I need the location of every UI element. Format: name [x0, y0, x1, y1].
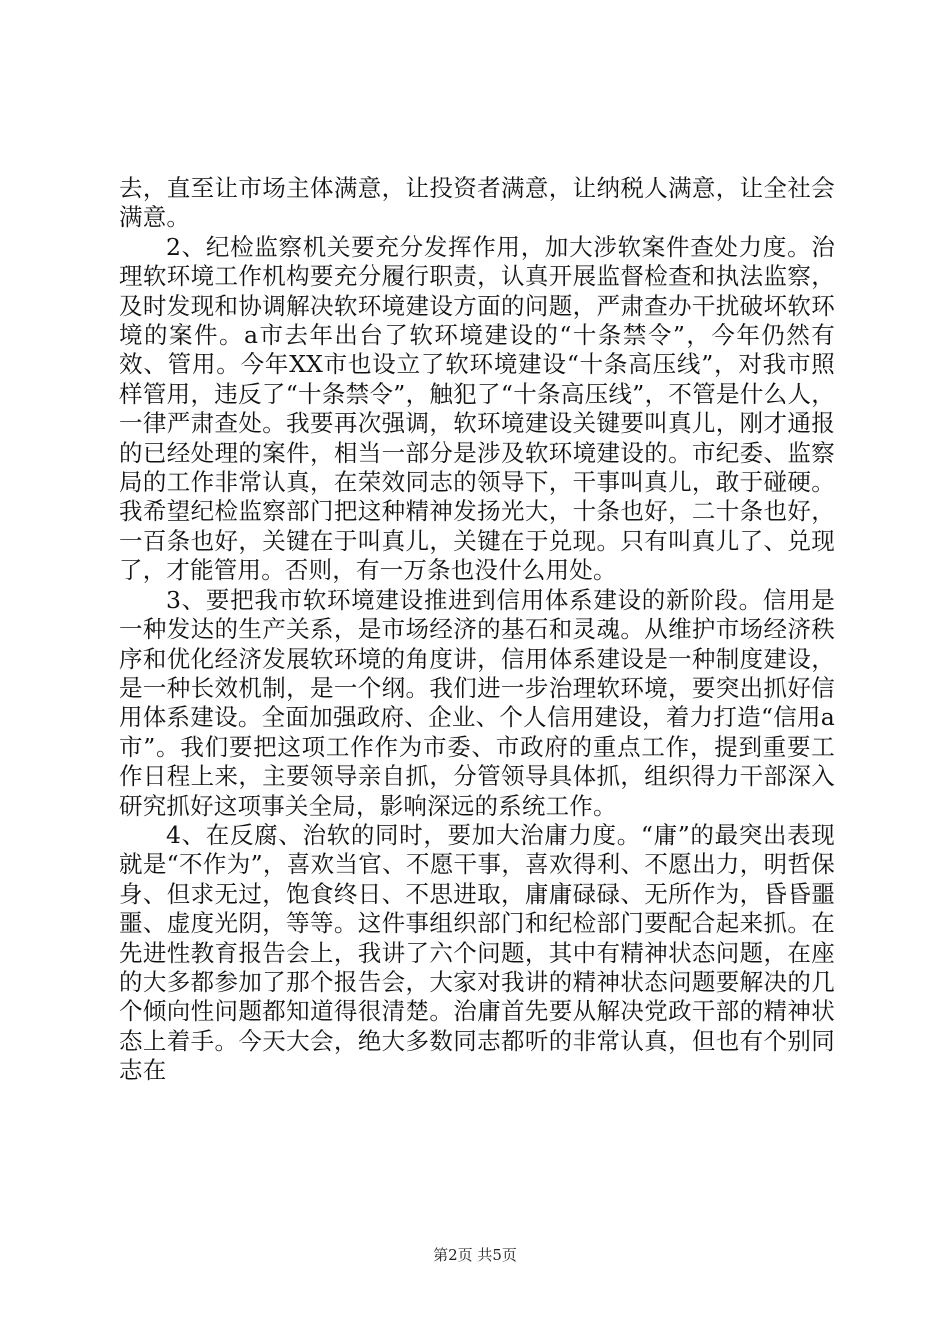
- paragraph-4: 4、在反腐、治软的同时，要加大治庸力度。“庸”的最突出表现就是“不作为”，喜欢当官、不愿干事，喜欢得利、不愿出力，明哲保身、但求无过，饱食终日、不思进取，庸庸碌碌、无所作为，昏昏噩噩、虚度光阴，等等。这件事组织部门和纪检部门要配合起来抓。在先进性教育报告会上，我讲了六个问题，其中有精神状态问题，在座的大多都参加了那个报告会，大家对我讲的精神状态问题要解决的几个倾向性问题都知道得很清楚。治庸首先要从解决党政干部的精神状态上着手。今天大会，绝大多数同志都听的非常认真，但也有个别同志在: [119, 820, 835, 1085]
- paragraph-2: 2、纪检监察机关要充分发挥作用，加大涉软案件查处力度。治理软环境工作机构要充分履行职责，认真开展监督检查和执法监察，及时发现和协调解决软环境建设方面的问题，严肃查办干扰破坏软环境的案件。a市去年出台了软环境建设的“十条禁令”，今年仍然有效、管用。今年XX市也设立了软环境建设“十条高压线”，对我市照样管用，违反了“十条禁令”，触犯了“十条高压线”，不管是什么人，一律严肃查处。我要再次强调，软环境建设关键要叫真儿，刚才通报的已经处理的案件，相当一部分是涉及软环境建设的。市纪委、监察局的工作非常认真，在荣效同志的领导下，干事叫真儿，敢于碰硬。我希望纪检监察部门把这种精神发扬光大，十条也好，二十条也好，一百条也好，关键在于叫真儿，关键在于兑现。只有叫真儿了、兑现了，才能管用。否则，有一万条也没什么用处。: [119, 232, 835, 585]
- document-body: [119, 174, 835, 1086]
- page-number-footer: 第2页 共5页: [433, 1246, 517, 1264]
- paragraph-3: 3、要把我市软环境建设推进到信用体系建设的新阶段。信用是一种发达的生产关系，是市场经济的基石和灵魂。从维护市场经济秩序和优化经济发展软环境的角度讲，信用体系建设是一种制度建设，是一种长效机制，是一个纲。我们进一步治理软环境，要突出抓好信用体系建设。全面加强政府、企业、个人信用建设，着力打造“信用a市”。我们要把这项工作作为市委、市政府的重点工作，提到重要工作日程上来，主要领导亲自抓，分管领导具体抓，组织得力干部深入研究抓好这项事关全局，影响深远的系统工作。: [119, 585, 835, 820]
- paragraph-1: 去，直至让市场主体满意，让投资者满意，让纳税人满意，让全社会满意。: [119, 174, 835, 232]
